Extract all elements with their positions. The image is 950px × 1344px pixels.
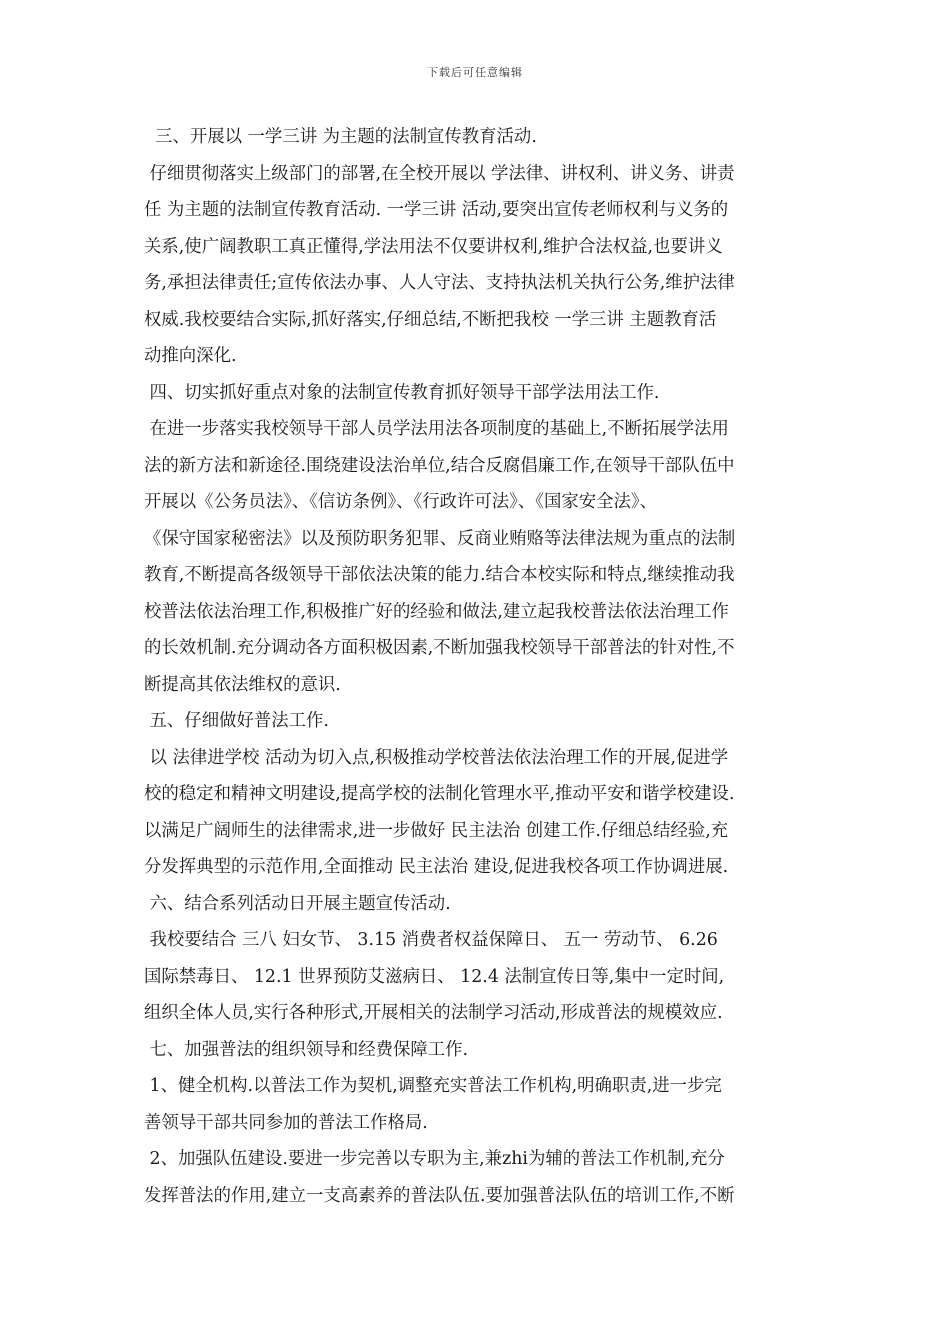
text-line: 国际禁毒日、 12.1 世界预防艾滋病日、 12.4 法制宣传日等,集中一定时间, bbox=[144, 966, 725, 987]
text-line: 三、开展以 一学三讲 为主题的法制宣传教育活动. bbox=[144, 127, 537, 147]
text-line: 动推向深化. bbox=[144, 346, 237, 366]
text-line: 权威.我校要结合实际,抓好落实,仔细总结,不断把我校 一学三讲 主题教育活 bbox=[144, 309, 717, 330]
text-line: 以 法律进学校 活动为切入点,积极推动学校普法依法治理工作的开展,促进学 bbox=[144, 747, 729, 768]
text-line: 我校要结合 三八 妇女节、 3.15 消费者权益保障日、 五一 劳动节、 6.26 bbox=[144, 930, 718, 950]
text-line: 1、健全机构.以普法工作为契机,调整充实普法工作机构,明确职责,进一步完 bbox=[144, 1076, 722, 1096]
text-line: 分发挥典型的示范作用,全面推动 民主法治 建设,促进我校各项工作协调进展. bbox=[144, 857, 729, 877]
text-line: 的长效机制.充分调动各方面积极因素,不断加强我校领导干部普法的针对性,不 bbox=[144, 638, 735, 658]
text-line: 教育,不断提高各级领导干部依法决策的能力.结合本校实际和特点,继续推动我 bbox=[144, 565, 735, 585]
text-line: 在进一步落实我校领导干部人员学法用法各项制度的基础上,不断拓展学法用 bbox=[144, 419, 729, 439]
text-line: 以满足广阔师生的法律需求,进一步做好 民主法治 创建工作.仔细总结经验,充 bbox=[144, 820, 729, 841]
text-line: 四、切实抓好重点对象的法制宣传教育抓好领导干部学法用法工作. bbox=[144, 382, 660, 403]
text-line: 五、仔细做好普法工作. bbox=[144, 711, 329, 731]
text-line: 仔细贯彻落实上级部门的部署,在全校开展以 学法律、讲权利、讲义务、讲责 bbox=[144, 163, 735, 184]
text-line: 校普法依法治理工作,积极推广好的经验和做法,建立起我校普法依法治理工作 bbox=[144, 601, 729, 622]
header-note: 下载后可任意编辑 bbox=[427, 66, 523, 79]
text-line: 六、结合系列活动日开展主题宣传活动. bbox=[144, 893, 451, 914]
text-line: 关系,使广阔教职工真正懂得,学法用法不仅要讲权利,维护合法权益,也要讲义 bbox=[144, 236, 723, 257]
text-line: 发挥普法的作用,建立一支高素养的普法队伍.要加强普法队伍的培训工作,不断 bbox=[144, 1185, 735, 1206]
text-line: 务,承担法律责任;宣传依法办事、人人守法、支持执法机关执行公务,维护法律 bbox=[144, 273, 735, 293]
text-line: 法的新方法和新途径.围绕建设法治单位,结合反腐倡廉工作,在领导干部队伍中 bbox=[144, 455, 735, 476]
text-line: 校的稳定和精神文明建设,提高学校的法制化管理水平,推动平安和谐学校建设. bbox=[144, 784, 735, 804]
text-line: 《保守国家秘密法》以及预防职务犯罪、反商业贿赂等法律法规为重点的法制 bbox=[144, 528, 736, 549]
text-line: 善领导干部共同参加的普法工作格局. bbox=[144, 1112, 428, 1133]
body-text bbox=[144, 119, 809, 1214]
text-line: 开展以《公务员法》、《信访条例》、《行政许可法》、《国家安全法》、 bbox=[144, 492, 657, 512]
text-line: 组织全体人员,实行各种形式,开展相关的法制学习活动,形成普法的规模效应. bbox=[144, 1003, 723, 1023]
text-line: 断提高其依法维权的意识. bbox=[144, 674, 341, 695]
text-line: 2、加强队伍建设.要进一步完善以专职为主,兼zhi为辅的普法工作机制,充分 bbox=[144, 1149, 725, 1169]
text-line: 任 为主题的法制宣传教育活动. 一学三讲 活动,要突出宣传老师权利与义务的 bbox=[144, 200, 729, 220]
text-line: 七、加强普法的组织领导和经费保障工作. bbox=[144, 1039, 469, 1060]
